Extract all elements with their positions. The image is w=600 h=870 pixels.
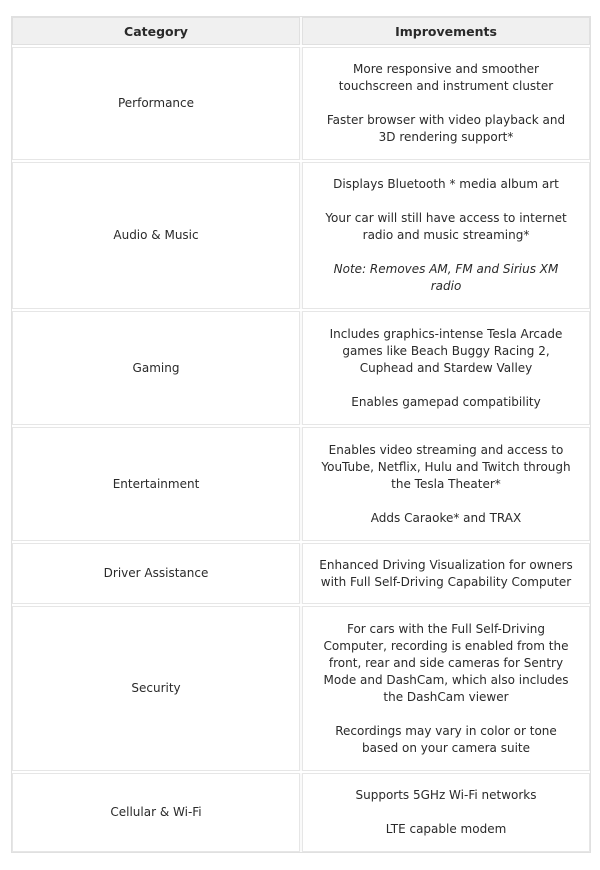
improvement-text: Faster browser with video playback and 3D rendering support* bbox=[326, 113, 566, 144]
table-row bbox=[12, 45, 590, 160]
table-row bbox=[12, 771, 590, 852]
improvements-cell bbox=[302, 773, 590, 852]
improvement-text: Includes graphics-intense Tesla Arcade games like Beach Buggy Racing 2, Cuphead and Stardew Valley bbox=[329, 326, 563, 375]
improvements-header: Improvements bbox=[302, 17, 590, 45]
improvements-cell bbox=[302, 311, 590, 425]
improvement-text: LTE capable modem bbox=[385, 822, 507, 836]
table-row bbox=[12, 425, 590, 541]
improvement-text: Adds Caraoke* and TRAX bbox=[370, 510, 522, 525]
table-row bbox=[12, 309, 590, 425]
improvement-text: Enables gamepad compatibility bbox=[351, 394, 541, 409]
improvements-cell bbox=[302, 47, 590, 160]
category-cell: Gaming bbox=[12, 311, 300, 425]
category-cell: Performance bbox=[12, 47, 300, 160]
category-cell: Audio & Music bbox=[12, 162, 300, 309]
category-cell: Cellular & Wi-Fi bbox=[12, 773, 300, 852]
category-cell: Security bbox=[12, 606, 300, 771]
improvement-text: Your car will still have access to internet radio and music streaming* bbox=[325, 211, 567, 242]
improvement-text: Recordings may vary in color or tone based on your camera suite bbox=[335, 723, 557, 755]
table-header bbox=[12, 17, 590, 45]
category-cell: Entertainment bbox=[12, 427, 300, 541]
improvement-text: More responsive and smoother touchscreen and instrument cluster bbox=[338, 62, 554, 93]
table-row bbox=[12, 160, 590, 309]
improvements-table bbox=[11, 16, 591, 853]
improvement-text: Enables video streaming and access to YouTube, Netflix, Hulu and Twitch through the Tesla Theater* bbox=[321, 442, 571, 491]
improvement-text: Supports 5GHz Wi-Fi networks bbox=[355, 788, 537, 802]
table-row bbox=[12, 541, 590, 604]
improvement-text: Displays Bluetooth * media album art bbox=[333, 177, 559, 191]
improvement-text: For cars with the Full Self-Driving Computer, recording is enabled from the front, rear and side cameras for Sentry Mode and DashCam, which also includes the DashCam viewer bbox=[323, 621, 569, 704]
improvements-cell bbox=[302, 162, 590, 309]
improvements-cell bbox=[302, 606, 590, 771]
category-header: Category bbox=[12, 17, 300, 45]
improvement-text: Enhanced Driving Visualization for owners with Full Self-Driving Capability Computer bbox=[319, 557, 573, 589]
improvements-cell bbox=[302, 427, 590, 541]
table-row bbox=[12, 604, 590, 771]
category-cell: Driver Assistance bbox=[12, 543, 300, 604]
improvement-note: Note: Removes AM, FM and Sirius XM radio bbox=[333, 262, 559, 293]
improvements-cell bbox=[302, 543, 590, 604]
